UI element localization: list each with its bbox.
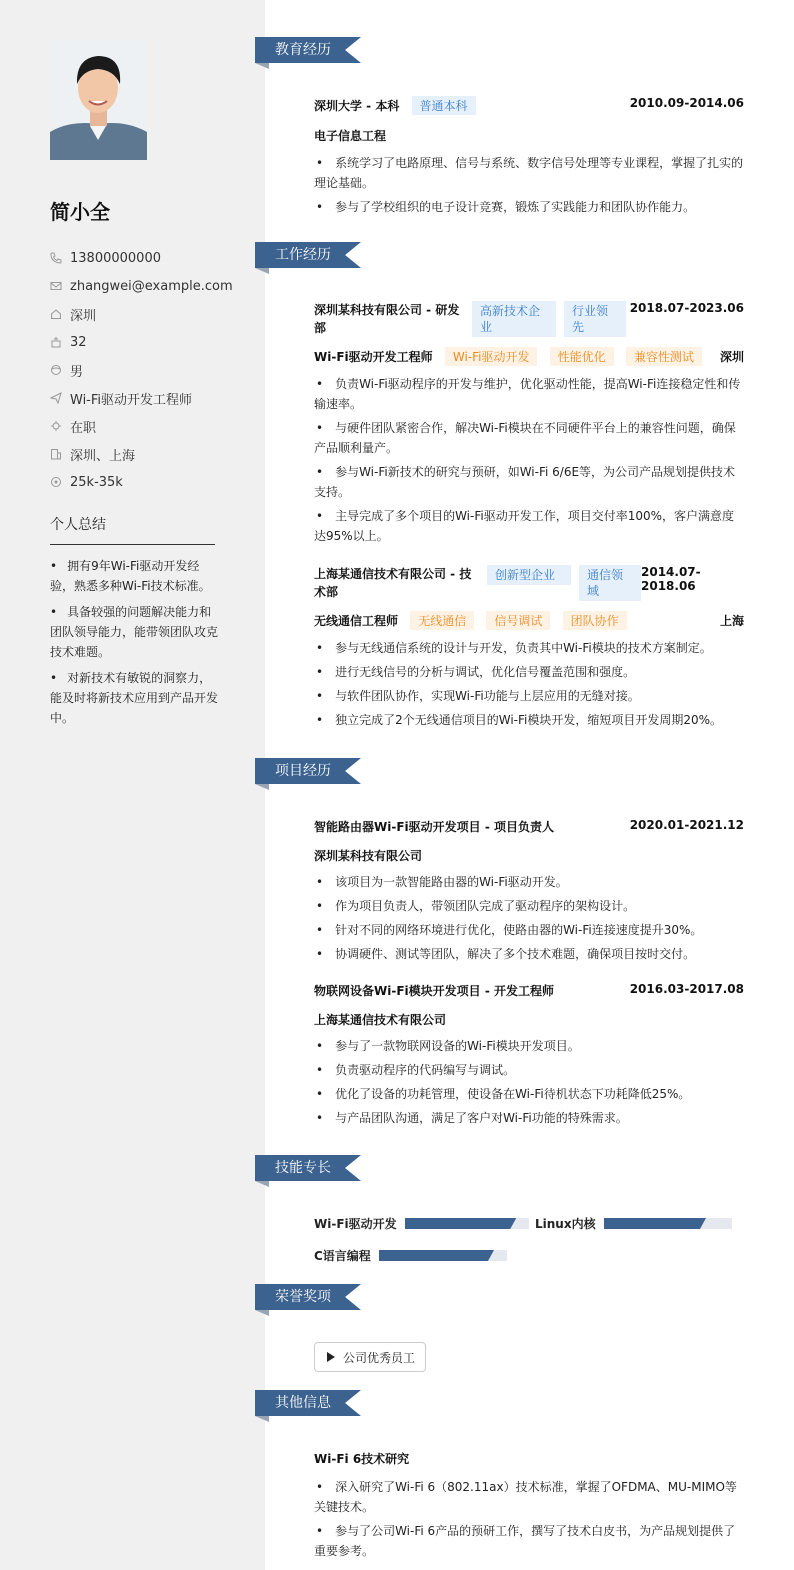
work-city: 深圳 — [719, 350, 744, 364]
other-entry — [314, 1450, 744, 1565]
info-gender — [50, 356, 250, 384]
info-salary — [50, 468, 250, 496]
building-icon — [50, 448, 62, 460]
skill-item — [314, 1215, 529, 1232]
info-phone — [50, 244, 250, 272]
list-item: • 参与Wi-Fi新技术的研究与预研，如Wi-Fi 6/6E等，为公司产品规划提供技术支持。 — [314, 462, 744, 502]
work-entry — [314, 301, 744, 550]
skill-bar — [405, 1218, 529, 1229]
section-header-work — [255, 242, 360, 271]
education-date: 2010.09-2014.06 — [629, 96, 744, 110]
work-city: 上海 — [719, 614, 744, 628]
project-company-row — [314, 1011, 744, 1028]
work-role-row — [314, 611, 744, 630]
skill-tag: 团队协作 — [563, 611, 627, 630]
age-text: 32 — [70, 334, 87, 350]
company-tag: 高新技术企业 — [472, 301, 556, 337]
project-header — [314, 818, 744, 835]
summary-title: 个人总结 — [50, 514, 215, 545]
list-item: • 与产品团队沟通，满足了客户对Wi-Fi功能的特殊需求。 — [314, 1108, 744, 1128]
section-title: 工作经历 — [275, 247, 331, 263]
age-icon — [50, 336, 62, 348]
other-header — [314, 1450, 744, 1467]
send-icon — [50, 392, 62, 404]
list-item: • 优化了设备的功耗管理，使设备在Wi-Fi待机状态下功耗降低25%。 — [314, 1084, 744, 1104]
list-item: • 与软件团队协作，实现Wi-Fi功能与上层应用的无缝对接。 — [314, 686, 744, 706]
award-name: 公司优秀员工 — [343, 1350, 416, 1365]
section-header-awards — [255, 1284, 360, 1313]
list-item: • 参与了一款物联网设备的Wi-Fi模块开发项目。 — [314, 1036, 744, 1056]
list-item: • 与硬件团队紧密合作，解决Wi-Fi模块在不同硬件平台上的兼容性问题，确保产品顺利量产。 — [314, 418, 744, 458]
skill-tag: 无线通信 — [410, 611, 474, 630]
project-bullets — [314, 1036, 744, 1128]
section-title: 荣誉奖项 — [275, 1289, 331, 1305]
list-item: • 参与了公司Wi-Fi 6产品的预研工作，撰写了技术白皮书，为产品规划提供了重要参考。 — [314, 1521, 744, 1561]
work-header — [314, 565, 744, 601]
work-bullets — [314, 374, 744, 546]
status-text: 在职 — [70, 420, 97, 436]
list-item: • 参与无线通信系统的设计与开发，负责其中Wi-Fi模块的技术方案制定。 — [314, 638, 744, 658]
gender-text: 男 — [70, 364, 84, 380]
list-item: • 该项目为一款智能路由器的Wi-Fi驱动开发。 — [314, 872, 744, 892]
section-title: 教育经历 — [275, 42, 331, 58]
job-title: 无线通信工程师 — [314, 614, 399, 628]
list-item: • 负责Wi-Fi驱动程序的开发与维护，优化驱动性能，提高Wi-Fi连接稳定性和传输速率。 — [314, 374, 744, 414]
contact-info — [50, 244, 250, 496]
section-title: 项目经历 — [275, 763, 331, 779]
other-bullets — [314, 1477, 744, 1561]
list-item: • 独立完成了2个无线通信项目的Wi-Fi模块开发，缩短项目开发周期20%。 — [314, 710, 744, 730]
info-position — [50, 384, 250, 412]
major: 电子信息工程 — [314, 129, 387, 143]
company-tag: 创新型企业 — [487, 565, 571, 585]
section-title: 其他信息 — [275, 1395, 331, 1411]
sidebar — [0, 0, 265, 1570]
email-text: zhangwei@example.com — [70, 278, 233, 294]
skill-tag: 兼容性测试 — [626, 347, 702, 366]
info-city — [50, 300, 250, 328]
education-entry — [314, 96, 744, 221]
project-company-row — [314, 847, 744, 864]
info-target-city — [50, 440, 250, 468]
summary-item: • 具备较强的问题解决能力和团队领导能力，能带领团队攻克技术难题。 — [50, 602, 220, 662]
target-city-text: 深圳、上海 — [70, 448, 136, 464]
skill-name: Linux内核 — [535, 1217, 596, 1231]
skill-name: Wi-Fi驱动开发 — [314, 1217, 397, 1231]
avatar — [50, 40, 147, 160]
skill-item — [314, 1247, 507, 1264]
project-header — [314, 982, 744, 999]
candidate-name: 简小全 — [50, 200, 110, 224]
work-header — [314, 301, 744, 337]
job-title: Wi-Fi驱动开发工程师 — [314, 350, 433, 364]
home-icon — [50, 308, 62, 320]
project-company: 上海某通信技术有限公司 — [314, 1013, 447, 1027]
education-bullets — [314, 153, 744, 217]
list-item: • 针对不同的网络环境进行优化，使路由器的Wi-Fi连接速度提升30%。 — [314, 920, 744, 940]
city-text: 深圳 — [70, 308, 97, 324]
section-header-skills — [255, 1155, 360, 1184]
project-date: 2020.01-2021.12 — [629, 818, 744, 832]
skill-bar-fill — [604, 1218, 706, 1229]
skill-bar-fill — [379, 1250, 494, 1261]
project-entry — [314, 818, 744, 968]
section-header-other — [255, 1390, 360, 1419]
work-date: 2014.07-2018.06 — [641, 565, 701, 593]
company-tag: 通信领域 — [579, 565, 641, 601]
list-item: • 深入研究了Wi-Fi 6（802.11ax）技术标准，掌握了OFDMA、MU-MIMO等关键技术。 — [314, 1477, 744, 1517]
play-icon — [327, 1352, 335, 1362]
school-name: 深圳大学 - 本科 — [314, 99, 400, 113]
list-item: • 主导完成了多个项目的Wi-Fi驱动开发工作，项目交付率100%，客户满意度达95%以上。 — [314, 506, 744, 546]
work-entry — [314, 565, 744, 734]
position-text: Wi-Fi驱动开发工程师 — [70, 392, 193, 408]
project-name: 智能路由器Wi-Fi驱动开发项目 - 项目负责人 — [314, 820, 554, 834]
section-header-education — [255, 37, 360, 66]
list-item: • 进行无线信号的分析与调试，优化信号覆盖范围和强度。 — [314, 662, 744, 682]
list-item: • 协调硬件、测试等团队，解决了多个技术难题，确保项目按时交付。 — [314, 944, 744, 964]
work-bullets — [314, 638, 744, 730]
list-item: • 系统学习了电路原理、信号与系统、数字信号处理等专业课程，掌握了扎实的理论基础。 — [314, 153, 744, 193]
project-date: 2016.03-2017.08 — [629, 982, 744, 996]
project-name: 物联网设备Wi-Fi模块开发项目 - 开发工程师 — [314, 984, 554, 998]
summary-item: • 拥有9年Wi-Fi驱动开发经验，熟悉多种Wi-Fi技术标准。 — [50, 556, 220, 596]
skill-bar — [379, 1250, 507, 1261]
project-bullets — [314, 872, 744, 964]
summary-list — [50, 556, 220, 734]
mail-icon — [50, 280, 62, 292]
info-age — [50, 328, 250, 356]
summary-item: • 对新技术有敏锐的洞察力，能及时将新技术应用到产品开发中。 — [50, 668, 220, 728]
skill-bar-fill — [405, 1218, 517, 1229]
phone-text: 13800000000 — [70, 250, 161, 266]
project-company: 深圳某科技有限公司 — [314, 849, 423, 863]
gender-icon — [50, 364, 62, 376]
info-email — [50, 272, 250, 300]
skill-tag: Wi-Fi驱动开发 — [445, 347, 538, 366]
project-entry — [314, 982, 744, 1132]
info-status — [50, 412, 250, 440]
degree-tag: 普通本科 — [412, 96, 476, 115]
skill-item — [535, 1215, 732, 1232]
other-title: Wi-Fi 6技术研究 — [314, 1452, 410, 1466]
major-row — [314, 127, 744, 144]
company-name: 深圳某科技有限公司 - 研发部 — [314, 303, 460, 335]
section-header-projects — [255, 758, 360, 787]
work-date: 2018.07-2023.06 — [629, 301, 744, 315]
salary-icon — [50, 476, 62, 488]
skill-name: C语言编程 — [314, 1249, 371, 1263]
education-header — [314, 96, 744, 115]
work-role-row — [314, 347, 744, 366]
section-title: 技能专长 — [275, 1160, 331, 1176]
company-tag: 行业领先 — [564, 301, 626, 337]
company-name: 上海某通信技术有限公司 - 技术部 — [314, 567, 472, 599]
skill-tag: 信号调试 — [486, 611, 550, 630]
phone-icon — [50, 252, 62, 264]
salary-text: 25k-35k — [70, 474, 123, 490]
list-item: • 作为项目负责人，带领团队完成了驱动程序的架构设计。 — [314, 896, 744, 916]
list-item: • 负责驱动程序的代码编写与调试。 — [314, 1060, 744, 1080]
status-icon — [50, 420, 62, 432]
skill-tag: 性能优化 — [550, 347, 614, 366]
list-item: • 参与了学校组织的电子设计竞赛，锻炼了实践能力和团队协作能力。 — [314, 197, 744, 217]
skill-bar — [604, 1218, 732, 1229]
award-badge — [314, 1342, 426, 1372]
